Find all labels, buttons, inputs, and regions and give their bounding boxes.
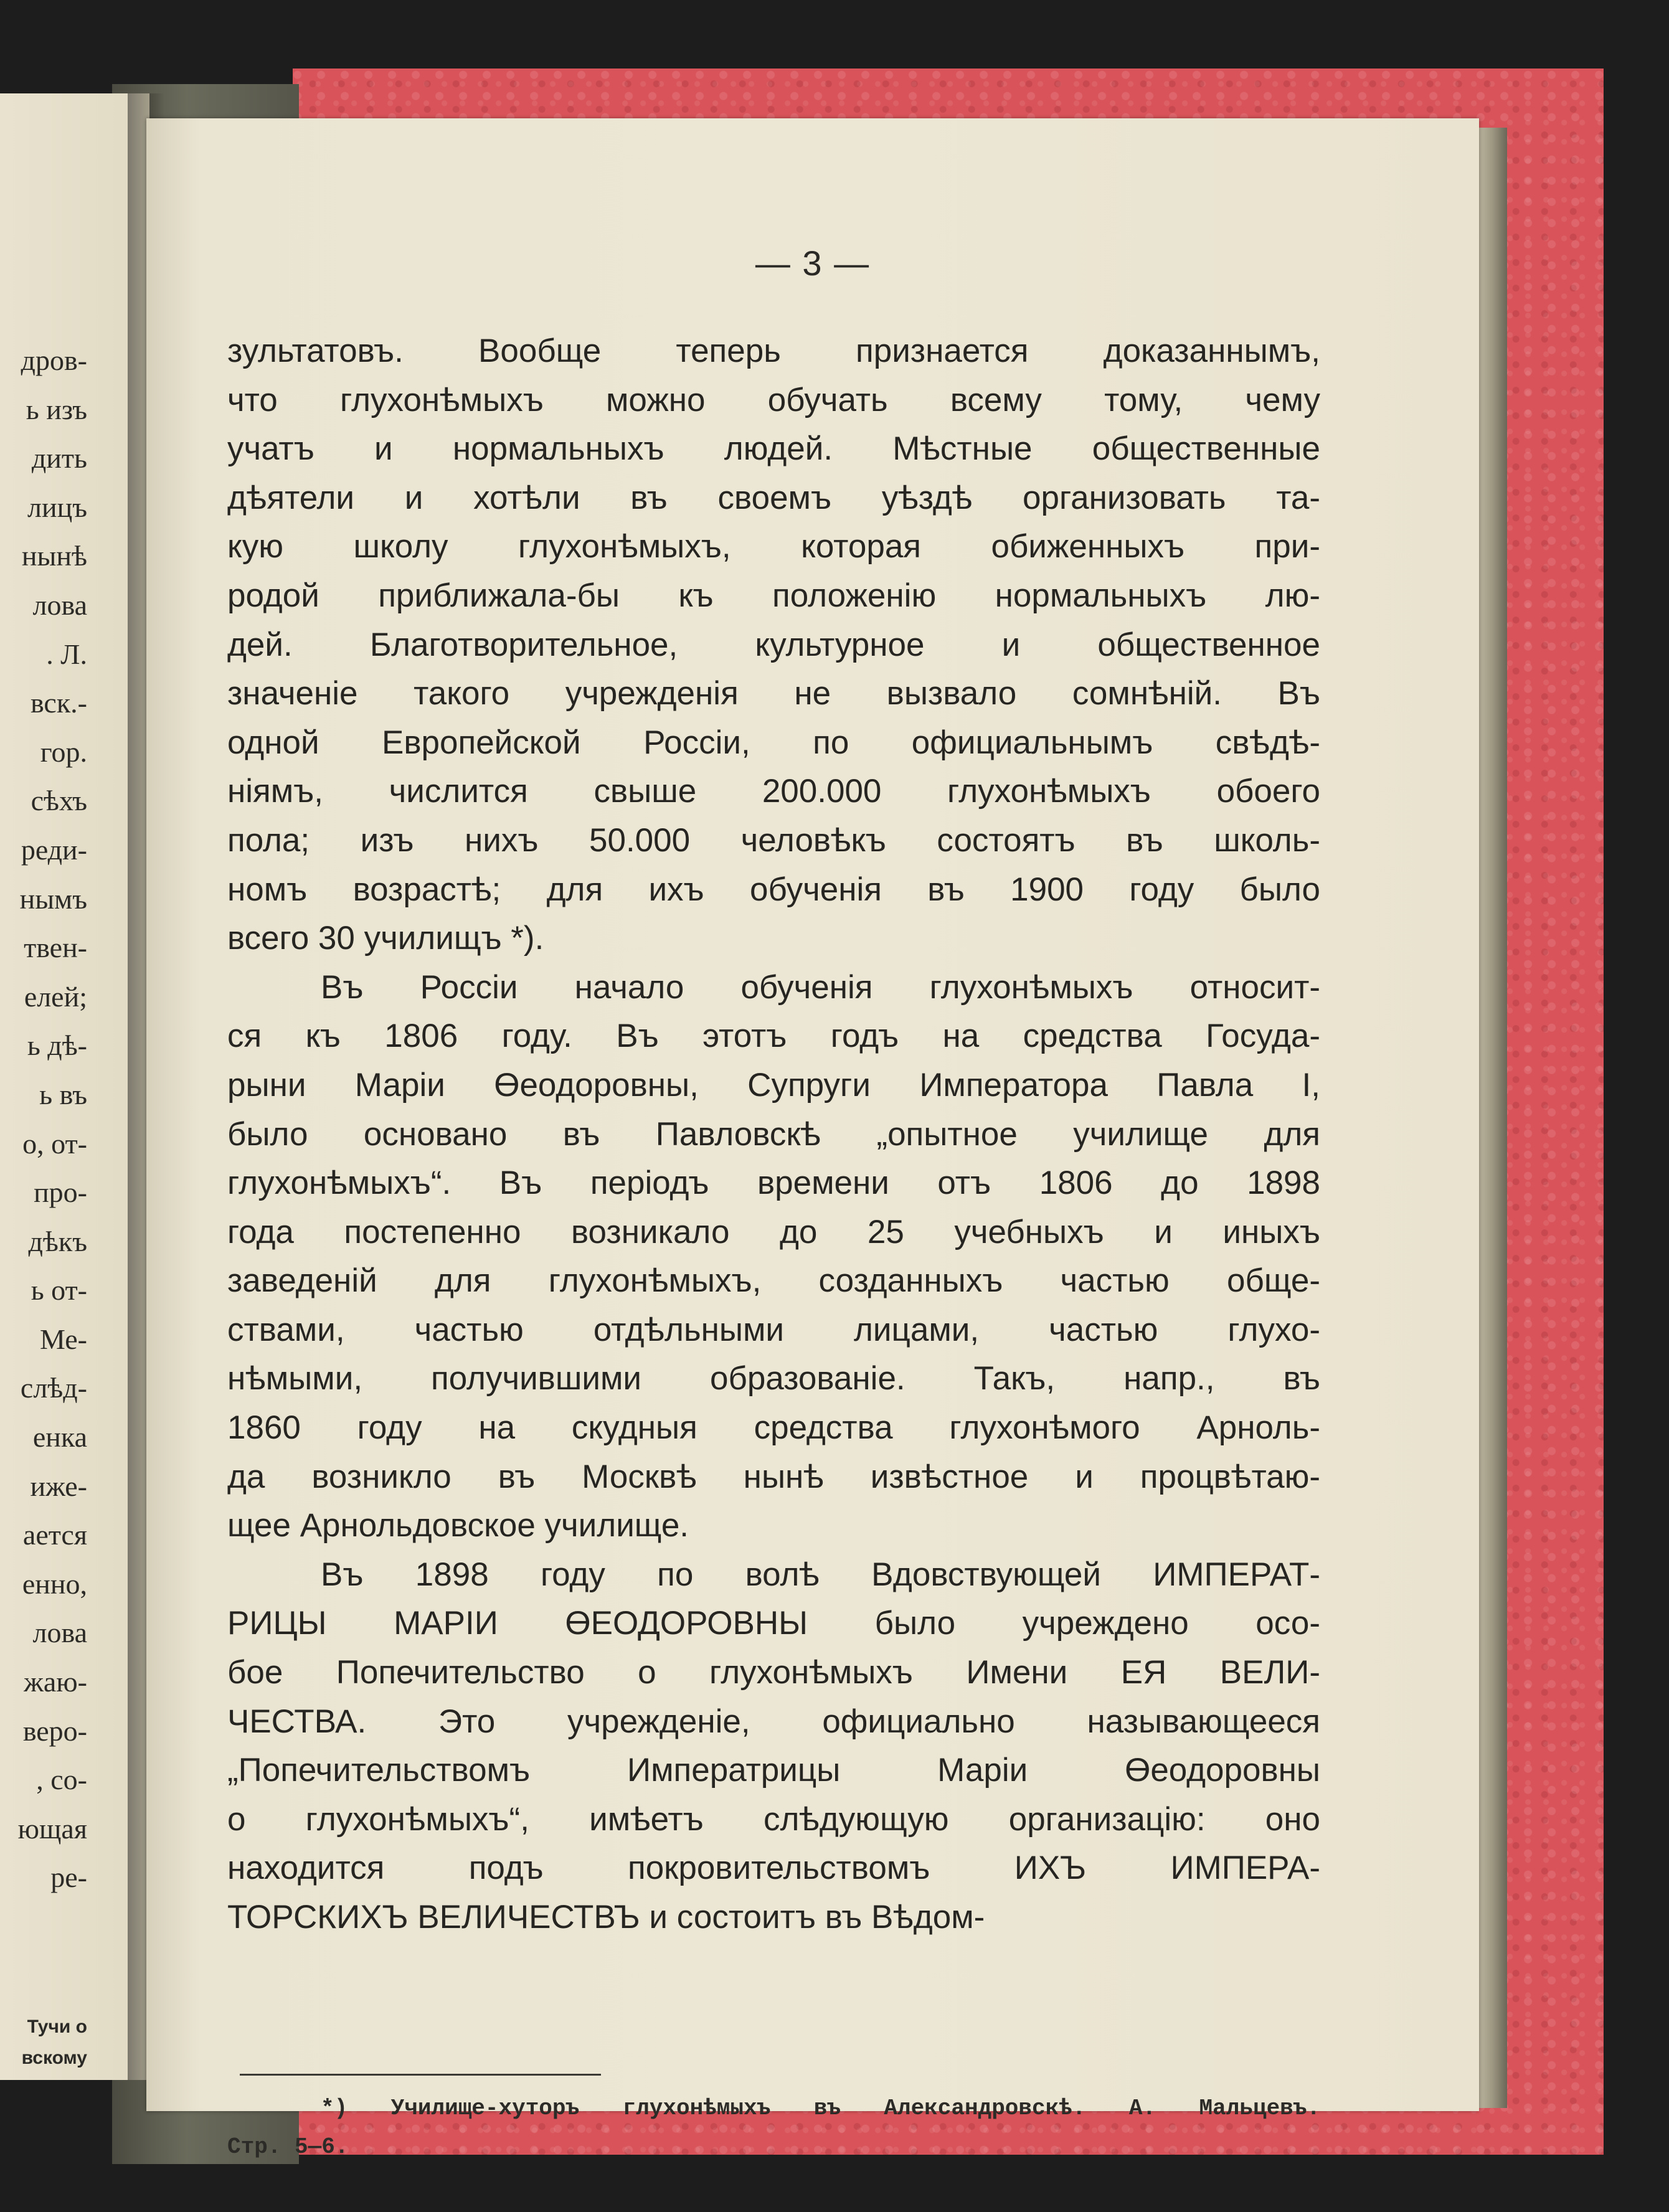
text-line: о глухонѣмыхъ“, имѣетъ слѣдующую организацію: оно bbox=[227, 1800, 1320, 1838]
left-page-line: нынѣ bbox=[21, 540, 87, 572]
footnote-line: Стр. 5—6. bbox=[227, 2134, 349, 2160]
text-line: заведеній для глухонѣмыхъ, созданныхъ частью обще- bbox=[227, 1262, 1320, 1300]
text-line: дей. Благотворительное, культурное и общественное bbox=[227, 626, 1320, 663]
left-page-line: жаю- bbox=[24, 1666, 87, 1698]
left-page-line: ается bbox=[22, 1519, 87, 1551]
left-page-line: лова bbox=[32, 1617, 87, 1649]
text-line: ТОРСКИХЪ ВЕЛИЧЕСТВЪ и состоитъ въ Вѣдом- bbox=[227, 1899, 985, 1936]
left-page-line: ющая bbox=[17, 1812, 87, 1845]
body-text bbox=[227, 327, 1320, 1942]
text-line: пола; изъ нихъ 50.000 человѣкъ состоятъ въ школь- bbox=[227, 821, 1320, 859]
text-line: кую школу глухонѣмыхъ, которая обиженныхъ при- bbox=[227, 528, 1320, 565]
left-page-line: ь въ bbox=[39, 1078, 87, 1110]
text-line: ніямъ, числится свыше 200.000 глухонѣмыхъ обоего bbox=[227, 773, 1320, 810]
left-page-line: енка bbox=[32, 1421, 87, 1453]
left-page-note-line: Тучи о bbox=[27, 2016, 87, 2037]
text-line: глухонѣмыхъ“. Въ періодъ времени отъ 1806 до 1898 bbox=[227, 1165, 1320, 1202]
text-line: РИЦЫ МАРІИ ӨЕОДОРОВНЫ было учреждено осо- bbox=[227, 1605, 1320, 1642]
text-line: ЧЕСТВА. Это учрежденіе, официально называющееся bbox=[227, 1703, 1320, 1740]
left-page-line: ь от- bbox=[31, 1274, 87, 1307]
left-facing-page bbox=[0, 93, 149, 2080]
text-line: родой приближала-бы къ положенію нормальныхъ лю- bbox=[227, 577, 1320, 614]
left-page-line: елей; bbox=[24, 980, 87, 1013]
left-page-line: Ме- bbox=[39, 1323, 87, 1355]
text-line: находится подъ покровительствомъ ИХЪ ИМПЕРА- bbox=[227, 1850, 1320, 1887]
left-page-line: вск.- bbox=[30, 687, 87, 719]
left-page-line: про- bbox=[34, 1176, 87, 1209]
left-page-line: сѣхъ bbox=[31, 785, 87, 817]
left-page-line: гор. bbox=[40, 735, 87, 768]
text-line: что глухонѣмыхъ можно обучать всему тому, чему bbox=[227, 381, 1320, 418]
left-page-line: ь изъ bbox=[26, 393, 87, 425]
text-line: щее Арнольдовское училище. bbox=[227, 1507, 689, 1544]
text-line: „Попечительствомъ Императрицы Маріи Өеодоровны bbox=[227, 1752, 1320, 1789]
text-line: значеніе такого учрежденія не вызвало сомнѣній. Въ bbox=[227, 675, 1320, 712]
text-line: 1860 году на скудныя средства глухонѣмого Арноль- bbox=[227, 1409, 1320, 1447]
text-line: зультатовъ. Вообще теперь признается доказаннымъ, bbox=[227, 333, 1320, 369]
text-line: одной Европейской Россіи, по официальнымъ свѣдѣ- bbox=[227, 724, 1320, 761]
left-page-line: дров- bbox=[21, 344, 87, 376]
left-page-line: о, от- bbox=[22, 1127, 87, 1160]
left-page-note-line: вскому bbox=[21, 2048, 87, 2068]
left-page-line: , со- bbox=[36, 1764, 87, 1796]
footnote-line: *) Училище-хуторъ глухонѣмыхъ въ Александровскѣ. А. Мальцевъ. bbox=[321, 2096, 1320, 2121]
left-page-line: дѣкъ bbox=[28, 1225, 87, 1257]
left-page-line: нымъ bbox=[19, 882, 87, 915]
left-page-line: . Л. bbox=[46, 638, 87, 670]
left-page-line: реди- bbox=[21, 833, 87, 866]
left-page-text bbox=[18, 336, 87, 1902]
left-page-line: ь дѣ- bbox=[27, 1029, 87, 1062]
book-page bbox=[146, 118, 1479, 2160]
text-line: ствами, частью отдѣльными лицами, частью глухо- bbox=[227, 1311, 1320, 1348]
text-line: всего 30 училищъ *). bbox=[227, 920, 544, 957]
left-page-line: слѣд- bbox=[20, 1372, 87, 1404]
page-number: — 3 — bbox=[755, 243, 871, 283]
left-page-line: твен- bbox=[24, 932, 87, 964]
left-page-footnote bbox=[22, 2011, 87, 2074]
text-line: дѣятели и хотѣли въ своемъ уѣздѣ организовать та- bbox=[227, 479, 1320, 516]
footnote-divider bbox=[240, 2074, 601, 2076]
text-line: рыни Маріи Өеодоровны, Супруги Императора Павла I, bbox=[227, 1066, 1320, 1104]
left-page-line: дить bbox=[31, 442, 87, 475]
footnote bbox=[227, 2089, 1320, 2167]
text-line: нѣмыми, получившими образованіе. Такъ, напр., въ bbox=[227, 1360, 1320, 1397]
text-line: да возникло въ Москвѣ нынѣ извѣстное и процвѣтаю- bbox=[227, 1458, 1320, 1495]
text-line: номъ возрастѣ; для ихъ обученія въ 1900 году было bbox=[227, 871, 1320, 908]
left-page-line: енно, bbox=[22, 1567, 87, 1600]
left-page-line: веро- bbox=[22, 1714, 87, 1747]
text-line: года постепенно возникало до 25 учебныхъ и иныхъ bbox=[227, 1213, 1320, 1250]
text-line: ся къ 1806 году. Въ этотъ годъ на средства Госуда- bbox=[227, 1018, 1320, 1055]
left-page-line: ре- bbox=[50, 1861, 87, 1894]
left-page-line: лова bbox=[32, 588, 87, 621]
text-line: Въ 1898 году по волѣ Вдовствующей ИМПЕРАТ- bbox=[321, 1556, 1320, 1593]
text-line: было основано въ Павловскѣ „опытное училище для bbox=[227, 1115, 1320, 1153]
text-line: бое Попечительство о глухонѣмыхъ Имени ЕЯ ВЕЛИ- bbox=[227, 1654, 1320, 1691]
text-line: Въ Россіи начало обученія глухонѣмыхъ относит- bbox=[321, 968, 1320, 1006]
text-line: учатъ и нормальныхъ людей. Мѣстные общественные bbox=[227, 430, 1320, 468]
left-page-line: иже- bbox=[30, 1470, 87, 1502]
left-page-line: лицъ bbox=[27, 491, 87, 523]
